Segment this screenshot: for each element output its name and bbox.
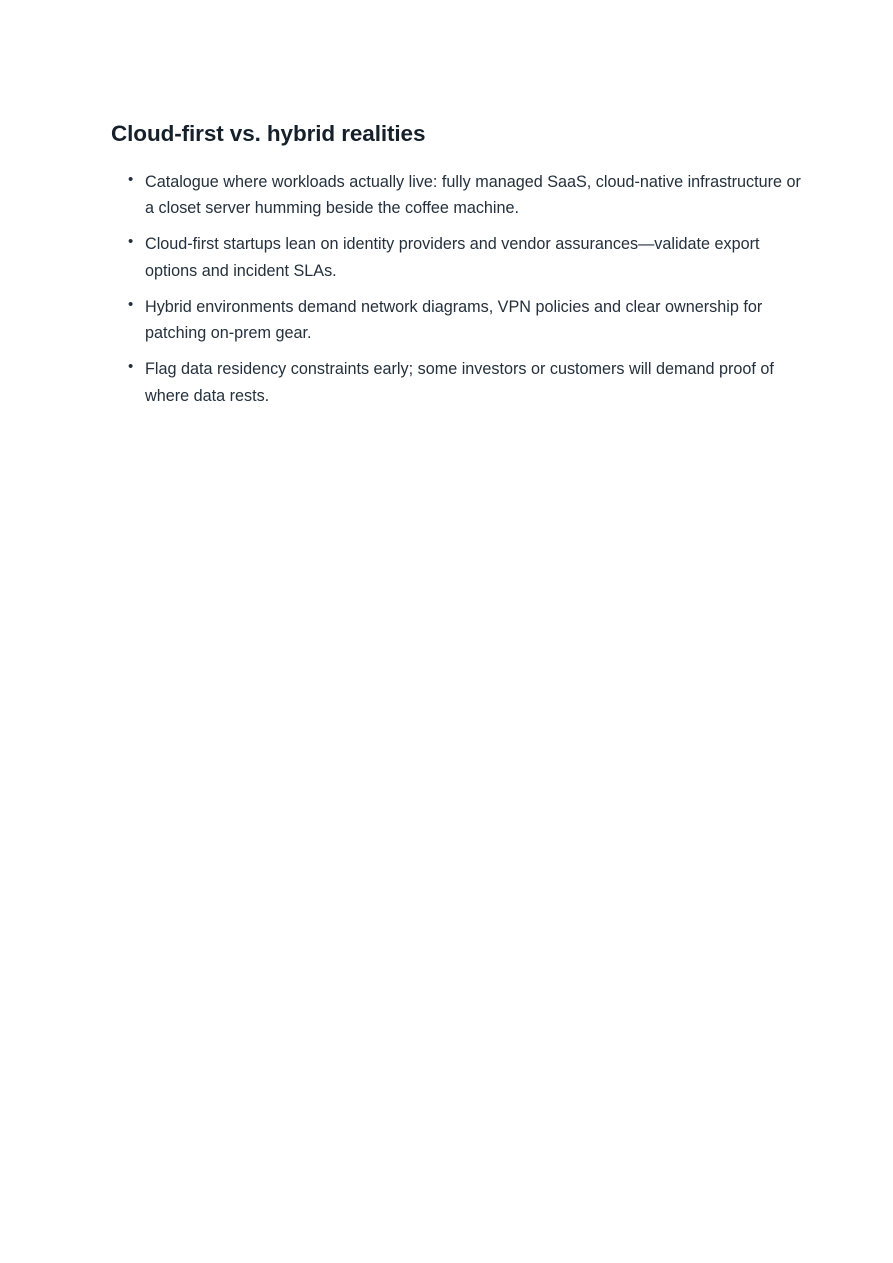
list-item: • Hybrid environments demand network diagrams, VPN policies and clear ownership for patching on-prem gear. bbox=[145, 294, 801, 346]
page-title: Cloud-first vs. hybrid realities bbox=[111, 121, 426, 146]
list-item: • Flag data residency constraints early; some investors or customers will demand proof of where data rests. bbox=[145, 356, 801, 408]
bullet-list bbox=[111, 169, 801, 409]
list-item: • Cloud-first startups lean on identity providers and vendor assurances—validate export options and incident SLAs. bbox=[145, 231, 801, 283]
list-item: • Catalogue where workloads actually live: fully managed SaaS, cloud-native infrastructure or a closet server humming beside the coffee machine. bbox=[145, 169, 801, 221]
document-content bbox=[111, 120, 801, 409]
